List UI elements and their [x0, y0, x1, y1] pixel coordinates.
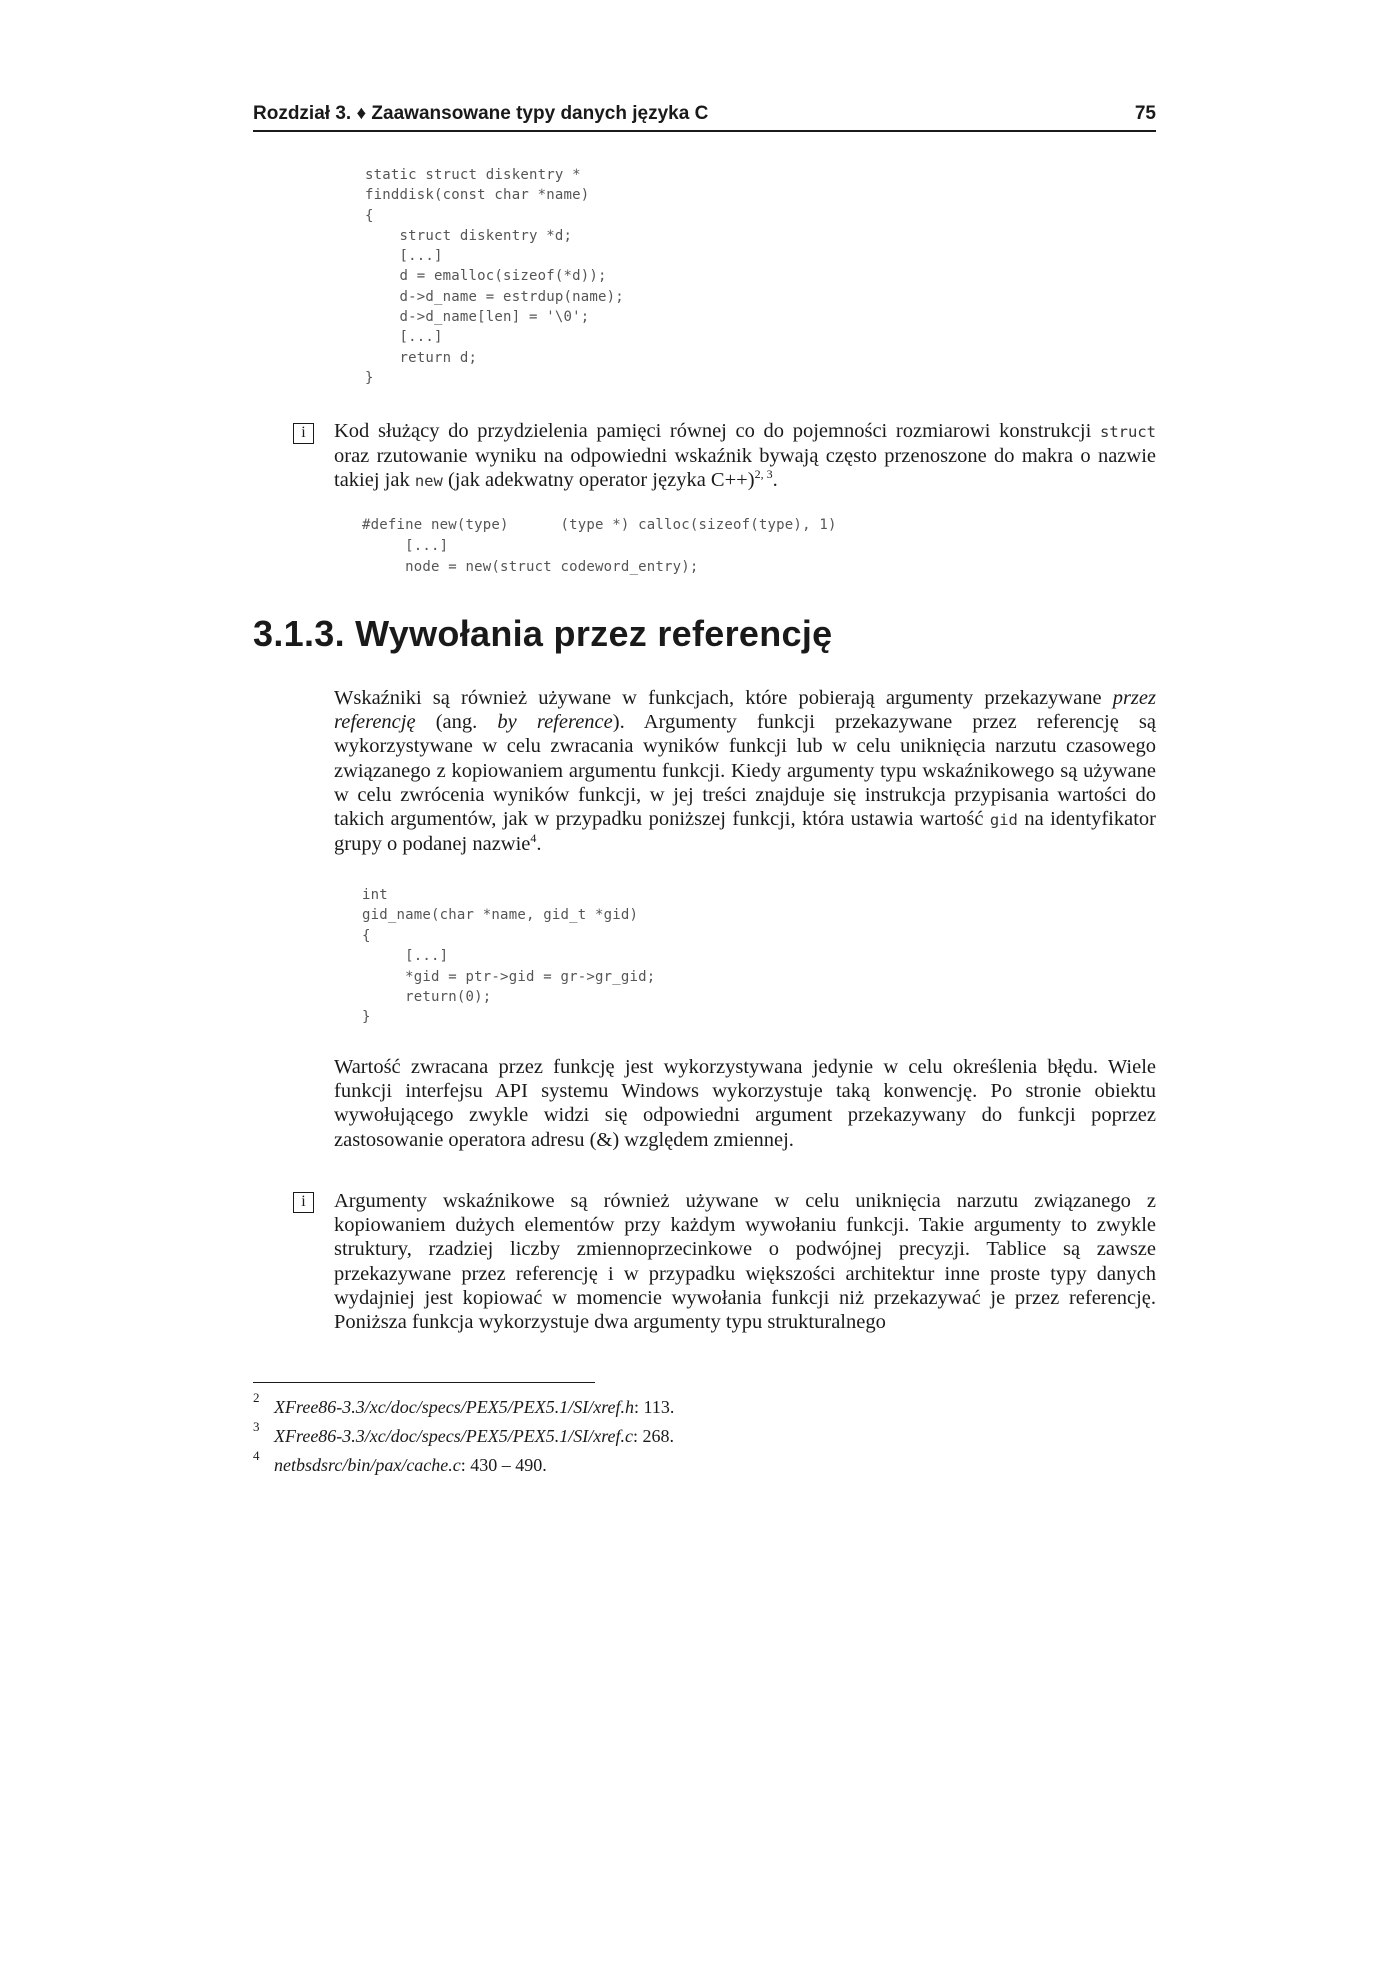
info-icon: i	[293, 1192, 314, 1213]
footnote-mark: 2	[253, 1390, 260, 1405]
section-heading: 3.1.3. Wywołania przez referencję	[253, 613, 833, 654]
footnote-mark: 3	[253, 1419, 260, 1434]
page-number: 75	[1134, 103, 1156, 124]
footnote-rule	[253, 1382, 595, 1383]
chapter-title: Rozdział 3. ♦ Zaawansowane typy danych języka C	[253, 103, 709, 124]
info-icon: i	[293, 423, 314, 444]
body-paragraph-2: Wartość zwracana przez funkcję jest wykorzystywana jedynie w celu określenia błędu. Wiele funkcji interfejsu API systemu Windows wykorzystuje taką konwencję. Po stronie obiektu wywołującego zwykle widzi się odpowiedni argument przekazywany do funkcji poprzez zastosowanie operatora adresu (&) względem zmiennej.	[334, 1056, 1156, 1151]
code-listing-gid-name: int gid_name(char *name, gid_t *gid) { [...] *gid = ptr->gid = gr->gr_gid; return(0); }	[362, 887, 656, 1026]
body-paragraph-1: Wskaźniki są również używane w funkcjach, które pobierają argumenty przekazywane przez referencję (ang. by reference). Argumenty funkcji przekazywane przez referencję są wykorzystywane w celu zwracania wyników funkcji lub w celu uniknięcia narzutu czasowego związanego z kopiowaniem argumentu funkcji. Kiedy argumenty typu wskaźnikowego są używane w celu zwrócenia wyników funkcji, w jej treści znajduje się instrukcja przypisania wartości do takich argumentów, jak w przypadku poniższej funkcji, która ustawia wartość gid na identyfikator grupy o podanej nazwie$^4$.	[334, 687, 1156, 856]
header-rule	[253, 130, 1156, 132]
running-header	[253, 103, 1156, 129]
footnote-path: XFree86-3.3/xc/doc/specs/PEX5/PEX5.1/SI/xref.c	[274, 1426, 634, 1446]
footnote-path: XFree86-3.3/xc/doc/specs/PEX5/PEX5.1/SI/xref.h	[274, 1397, 635, 1417]
code-listing-finddisk: static struct diskentry * finddisk(const char *name) { struct diskentry *d; [...] d = emalloc(sizeof(*d)); d->d_name = estrdup(name); d->d_name[len] = '\0'; [...] return d; }	[365, 167, 624, 386]
code-listing-define-new: #define new(type) (type *) calloc(sizeof(type), 1) [...] node = new(struct codeword_entry);	[362, 517, 837, 575]
footnote-path: netbsdsrc/bin/pax/cache.c	[274, 1455, 461, 1475]
note-paragraph-1: Kod służący do przydzielenia pamięci równej co do pojemności rozmiarowi konstrukcji struct oraz rzutowanie wyniku na odpowiedni wskaźnik bywają często przenoszone do makra o nazwie takiej jak new (jak adekwatny operator języka C++)$^{2, 3}$.	[334, 420, 1156, 492]
note-paragraph-2: Argumenty wskaźnikowe są również używane w celu uniknięcia narzutu związanego z kopiowaniem dużych elementów przy każdym wywołaniu funkcji. Takie argumenty to zwykle struktury, rzadziej liczby zmiennoprzecinkowe o podwójnej precyzji. Tablice są zawsze przekazywane przez referencję i w przypadku większości architektur inne proste typy danych wydajniej jest kopiować w momencie wywołania funkcji niż przekazywać je przez referencję. Poniższa funkcja wykorzystuje dwa argumenty typu strukturalnego	[334, 1190, 1156, 1334]
footnote-mark: 4	[253, 1448, 260, 1463]
